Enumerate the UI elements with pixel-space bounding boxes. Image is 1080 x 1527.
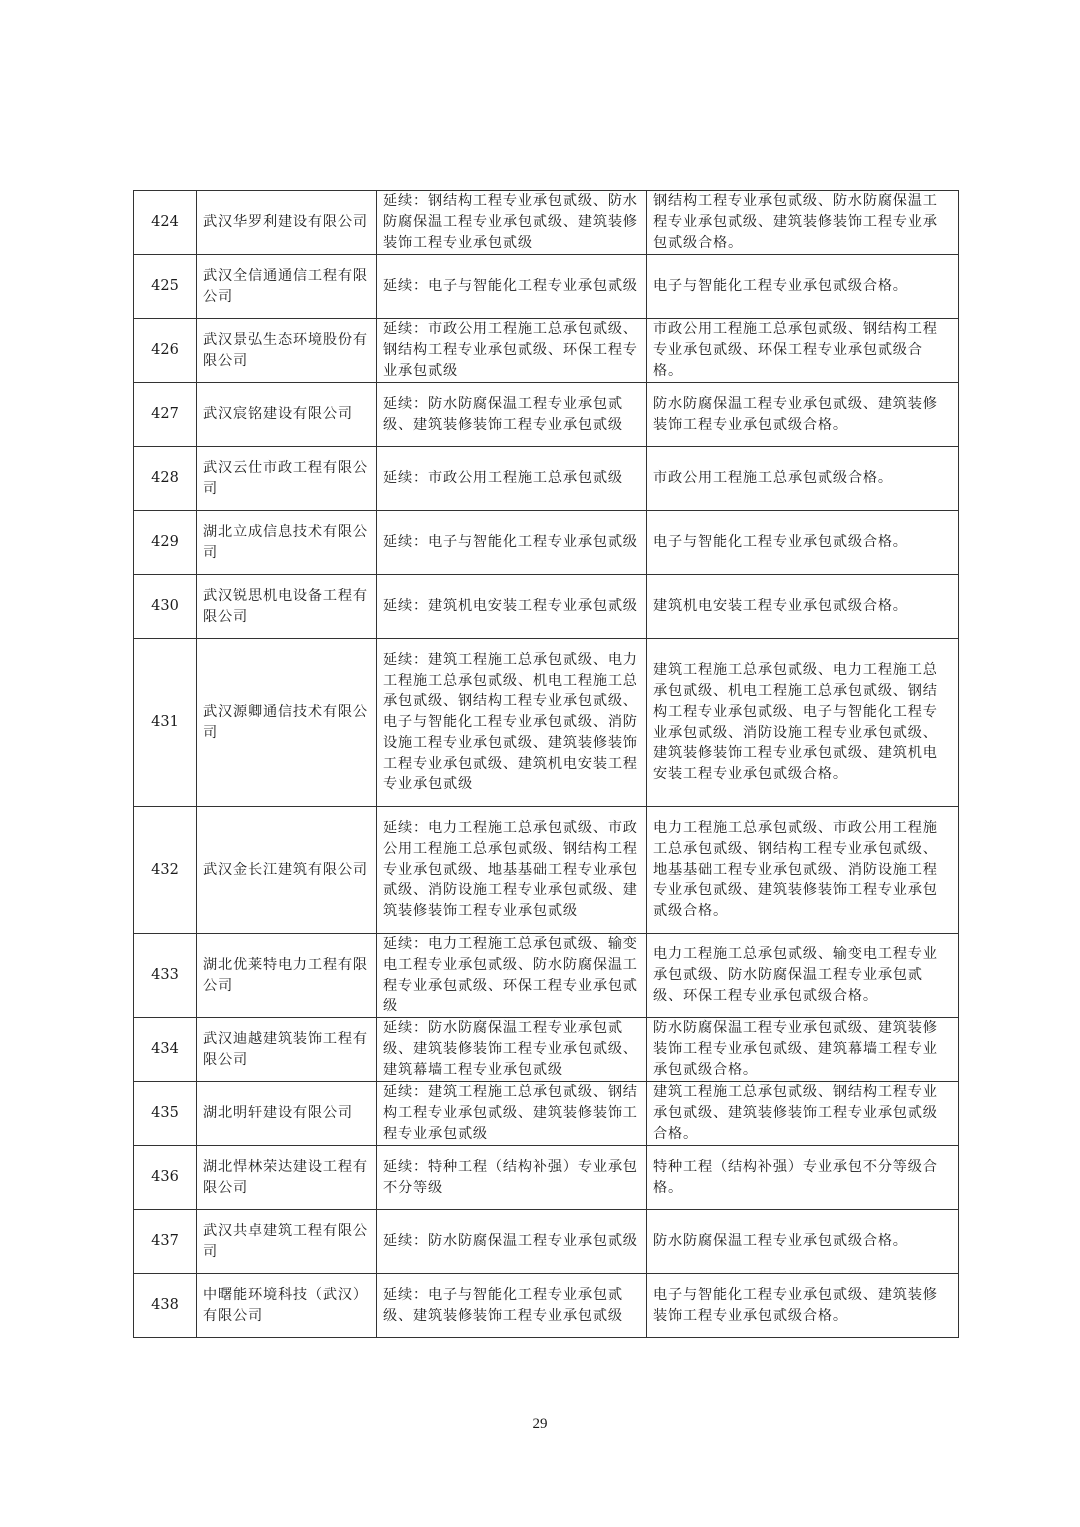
application-content: 延续：市政公用工程施工总承包贰级、钢结构工程专业承包贰级、环保工程专业承包贰级 — [377, 319, 647, 383]
company-name: 武汉源卿通信技术有限公司 — [197, 639, 377, 807]
review-result: 电力工程施工总承包贰级、输变电工程专业承包贰级、防水防腐保温工程专业承包贰级、环保工程专业承包贰级合格。 — [647, 934, 959, 1018]
table-row — [134, 319, 959, 383]
application-content: 延续：电力工程施工总承包贰级、输变电工程专业承包贰级、防水防腐保温工程专业承包贰级、环保工程专业承包贰级 — [377, 934, 647, 1018]
company-name: 武汉锐思机电设备工程有限公司 — [197, 575, 377, 639]
table-row — [134, 807, 959, 934]
review-result: 建筑工程施工总承包贰级、钢结构工程专业承包贰级、建筑装修装饰工程专业承包贰级合格。 — [647, 1082, 959, 1146]
table-body — [134, 191, 959, 1338]
application-content: 延续：建筑工程施工总承包贰级、电力工程施工总承包贰级、机电工程施工总承包贰级、钢结构工程专业承包贰级、电子与智能化工程专业承包贰级、消防设施工程专业承包贰级、建筑装修装饰工程专业承包贰级、建筑机电安装工程专业承包贰级 — [377, 639, 647, 807]
application-content: 延续：特种工程（结构补强）专业承包不分等级 — [377, 1146, 647, 1210]
row-number: 430 — [134, 575, 197, 639]
application-content: 延续：防水防腐保温工程专业承包贰级 — [377, 1210, 647, 1274]
review-result: 电子与智能化工程专业承包贰级、建筑装修装饰工程专业承包贰级合格。 — [647, 1274, 959, 1338]
company-name: 中曙能环境科技（武汉）有限公司 — [197, 1274, 377, 1338]
review-result: 防水防腐保温工程专业承包贰级、建筑装修装饰工程专业承包贰级、建筑幕墙工程专业承包贰级合格。 — [647, 1018, 959, 1082]
table-row — [134, 1210, 959, 1274]
table-row — [134, 575, 959, 639]
qualification-table — [133, 190, 959, 1338]
table-row — [134, 1018, 959, 1082]
table-row — [134, 934, 959, 1018]
application-content: 延续：电子与智能化工程专业承包贰级、建筑装修装饰工程专业承包贰级 — [377, 1274, 647, 1338]
review-result: 电子与智能化工程专业承包贰级合格。 — [647, 511, 959, 575]
company-name: 武汉宸铭建设有限公司 — [197, 383, 377, 447]
company-name: 武汉共卓建筑工程有限公司 — [197, 1210, 377, 1274]
review-result: 建筑机电安装工程专业承包贰级合格。 — [647, 575, 959, 639]
application-content: 延续：建筑机电安装工程专业承包贰级 — [377, 575, 647, 639]
review-result: 电子与智能化工程专业承包贰级合格。 — [647, 255, 959, 319]
application-content: 延续：防水防腐保温工程专业承包贰级、建筑装修装饰工程专业承包贰级、建筑幕墙工程专业承包贰级 — [377, 1018, 647, 1082]
table-row — [134, 639, 959, 807]
company-name: 武汉迪越建筑装饰工程有限公司 — [197, 1018, 377, 1082]
review-result: 防水防腐保温工程专业承包贰级合格。 — [647, 1210, 959, 1274]
row-number: 426 — [134, 319, 197, 383]
row-number: 434 — [134, 1018, 197, 1082]
application-content: 延续：电子与智能化工程专业承包贰级 — [377, 511, 647, 575]
company-name: 湖北立成信息技术有限公司 — [197, 511, 377, 575]
table-row — [134, 447, 959, 511]
table-row — [134, 191, 959, 255]
row-number: 424 — [134, 191, 197, 255]
row-number: 438 — [134, 1274, 197, 1338]
row-number: 431 — [134, 639, 197, 807]
review-result: 防水防腐保温工程专业承包贰级、建筑装修装饰工程专业承包贰级合格。 — [647, 383, 959, 447]
row-number: 436 — [134, 1146, 197, 1210]
row-number: 427 — [134, 383, 197, 447]
row-number: 435 — [134, 1082, 197, 1146]
company-name: 湖北优莱特电力工程有限公司 — [197, 934, 377, 1018]
application-content: 延续：市政公用工程施工总承包贰级 — [377, 447, 647, 511]
page-number: 29 — [532, 1416, 548, 1432]
review-result: 电力工程施工总承包贰级、市政公用工程施工总承包贰级、钢结构工程专业承包贰级、地基基础工程专业承包贰级、消防设施工程专业承包贰级、建筑装修装饰工程专业承包贰级合格。 — [647, 807, 959, 934]
company-name: 武汉景弘生态环境股份有限公司 — [197, 319, 377, 383]
application-content: 延续：建筑工程施工总承包贰级、钢结构工程专业承包贰级、建筑装修装饰工程专业承包贰级 — [377, 1082, 647, 1146]
application-content: 延续：防水防腐保温工程专业承包贰级、建筑装修装饰工程专业承包贰级 — [377, 383, 647, 447]
row-number: 428 — [134, 447, 197, 511]
review-result: 建筑工程施工总承包贰级、电力工程施工总承包贰级、机电工程施工总承包贰级、钢结构工程专业承包贰级、电子与智能化工程专业承包贰级、消防设施工程专业承包贰级、建筑装修装饰工程专业承包贰级、建筑机电安装工程专业承包贰级合格。 — [647, 639, 959, 807]
table-row — [134, 1082, 959, 1146]
application-content: 延续：电子与智能化工程专业承包贰级 — [377, 255, 647, 319]
company-name: 湖北明轩建设有限公司 — [197, 1082, 377, 1146]
row-number: 429 — [134, 511, 197, 575]
row-number: 425 — [134, 255, 197, 319]
table-row — [134, 1146, 959, 1210]
company-name: 武汉全信通通信工程有限公司 — [197, 255, 377, 319]
row-number: 437 — [134, 1210, 197, 1274]
review-result: 钢结构工程专业承包贰级、防水防腐保温工程专业承包贰级、建筑装修装饰工程专业承包贰级合格。 — [647, 191, 959, 255]
row-number: 432 — [134, 807, 197, 934]
table-row — [134, 383, 959, 447]
company-name: 武汉云仕市政工程有限公司 — [197, 447, 377, 511]
company-name: 湖北悍林荣达建设工程有限公司 — [197, 1146, 377, 1210]
review-result: 市政公用工程施工总承包贰级、钢结构工程专业承包贰级、环保工程专业承包贰级合格。 — [647, 319, 959, 383]
review-result: 特种工程（结构补强）专业承包不分等级合格。 — [647, 1146, 959, 1210]
table-row — [134, 1274, 959, 1338]
table-row — [134, 255, 959, 319]
row-number: 433 — [134, 934, 197, 1018]
company-name: 武汉金长江建筑有限公司 — [197, 807, 377, 934]
company-name: 武汉华罗利建设有限公司 — [197, 191, 377, 255]
application-content: 延续：钢结构工程专业承包贰级、防水防腐保温工程专业承包贰级、建筑装修装饰工程专业承包贰级 — [377, 191, 647, 255]
application-content: 延续：电力工程施工总承包贰级、市政公用工程施工总承包贰级、钢结构工程专业承包贰级、地基基础工程专业承包贰级、消防设施工程专业承包贰级、建筑装修装饰工程专业承包贰级 — [377, 807, 647, 934]
table-row — [134, 511, 959, 575]
review-result: 市政公用工程施工总承包贰级合格。 — [647, 447, 959, 511]
